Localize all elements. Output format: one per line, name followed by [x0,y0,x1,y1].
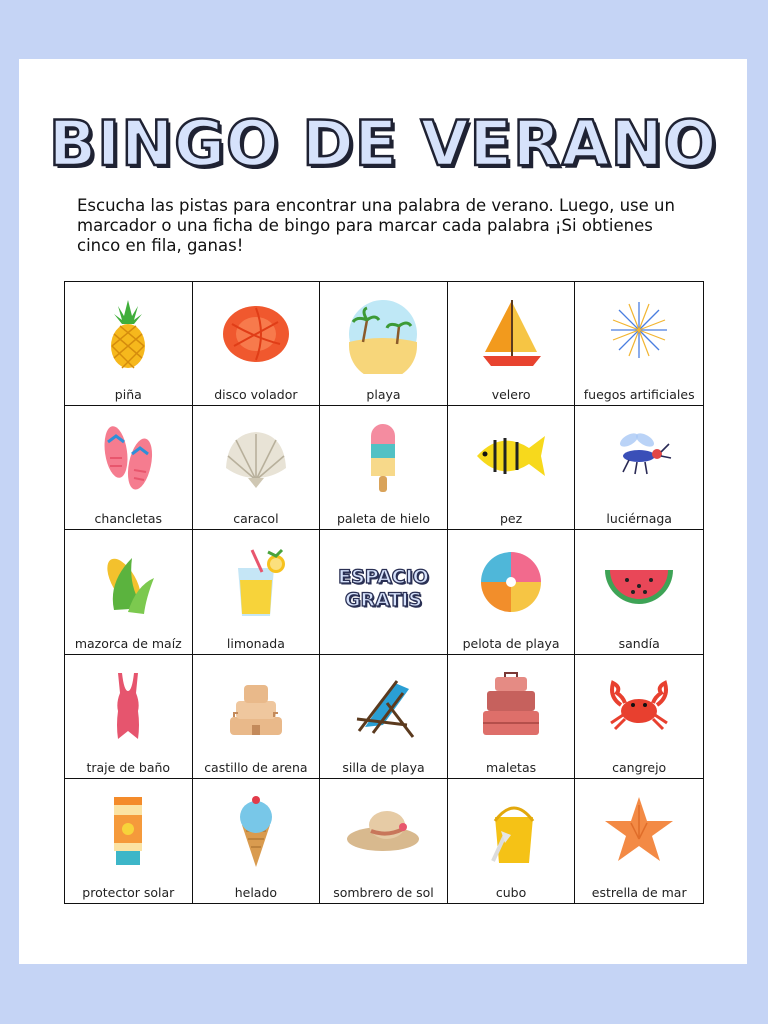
corn-icon [88,542,168,622]
cell-label: castillo de arena [204,759,308,775]
free-space-text [320,566,447,612]
bingo-cell[interactable] [575,406,703,530]
bingo-cell[interactable] [448,282,576,406]
sailboat-icon [471,294,551,374]
bingo-cell[interactable] [448,530,576,654]
cell-label: pelota de playa [462,635,560,651]
bingo-cell[interactable] [65,655,193,779]
ice-cream-icon [216,791,296,871]
sunscreen-icon [88,791,168,871]
bingo-cell[interactable] [193,655,321,779]
bingo-grid [64,281,704,904]
free-space-cell[interactable] [320,530,448,654]
sandcastle-icon [216,667,296,747]
frisbee-icon [216,294,296,374]
cell-label: maletas [486,759,537,775]
pineapple-icon [88,294,168,374]
bingo-cell[interactable] [65,779,193,903]
cell-label: traje de baño [86,759,171,775]
cell-label: sandía [618,635,660,651]
cell-label: piña [114,387,142,403]
beach-ball-icon [471,542,551,622]
beach-chair-icon [343,667,423,747]
starfish-icon [599,791,679,871]
seashell-icon [216,418,296,498]
page-title: BINGO DE VERANO [48,107,718,180]
bingo-cell[interactable] [320,779,448,903]
cell-label: cangrejo [612,759,667,775]
popsicle-icon [343,418,423,498]
instructions-text: Escucha las pistas para encontrar una palabra de verano. Luego, use un marcador o una ficha de bingo para marcar cada palabra ¡Si obtienes cinco en fila, ganas! [77,196,675,255]
bingo-cell[interactable] [575,779,703,903]
crab-icon [599,667,679,747]
bingo-cell[interactable] [575,530,703,654]
cell-label: protector solar [82,884,175,900]
cell-label: sombrero de sol [333,884,434,900]
cell-label: pez [500,511,523,527]
suitcases-icon [471,667,551,747]
swimsuit-icon [88,667,168,747]
bingo-cell[interactable] [448,779,576,903]
bingo-cell[interactable] [448,655,576,779]
cell-label: disco volador [214,387,298,403]
bingo-cell[interactable] [193,530,321,654]
cell-label: mazorca de maíz [74,635,182,651]
cell-label: chancletas [94,511,163,527]
firefly-icon [599,418,679,498]
beach-icon [343,294,423,374]
bingo-cell[interactable] [65,282,193,406]
cell-label: estrella de mar [591,884,687,900]
cell-label: cubo [495,884,527,900]
free-space-line1: ESPACIO [338,566,429,589]
bucket-icon [471,791,551,871]
sun-hat-icon [343,791,423,871]
flip-flops-icon [88,418,168,498]
bingo-sheet [19,59,747,964]
bingo-cell[interactable] [448,406,576,530]
bingo-cell[interactable] [193,282,321,406]
fish-icon [471,418,551,498]
cell-label: silla de playa [342,759,425,775]
bingo-cell[interactable] [65,530,193,654]
fireworks-icon [599,294,679,374]
bingo-cell[interactable] [575,282,703,406]
bingo-cell[interactable] [193,406,321,530]
cell-label: velero [491,387,531,403]
bingo-cell[interactable] [320,282,448,406]
cell-label: caracol [233,511,279,527]
bingo-cell[interactable] [65,406,193,530]
cell-label: fuegos artificiales [583,387,695,403]
bingo-cell[interactable] [575,655,703,779]
watermelon-icon [599,542,679,622]
bingo-cell[interactable] [193,779,321,903]
cell-label: paleta de hielo [336,511,431,527]
cell-label: limonada [226,635,285,651]
bingo-cell[interactable] [320,406,448,530]
bingo-cell[interactable] [320,655,448,779]
free-space-line2: GRATIS [344,589,423,612]
cell-label: helado [234,884,278,900]
cell-label: luciérnaga [606,511,672,527]
lemonade-icon [216,542,296,622]
cell-label: playa [366,387,401,403]
